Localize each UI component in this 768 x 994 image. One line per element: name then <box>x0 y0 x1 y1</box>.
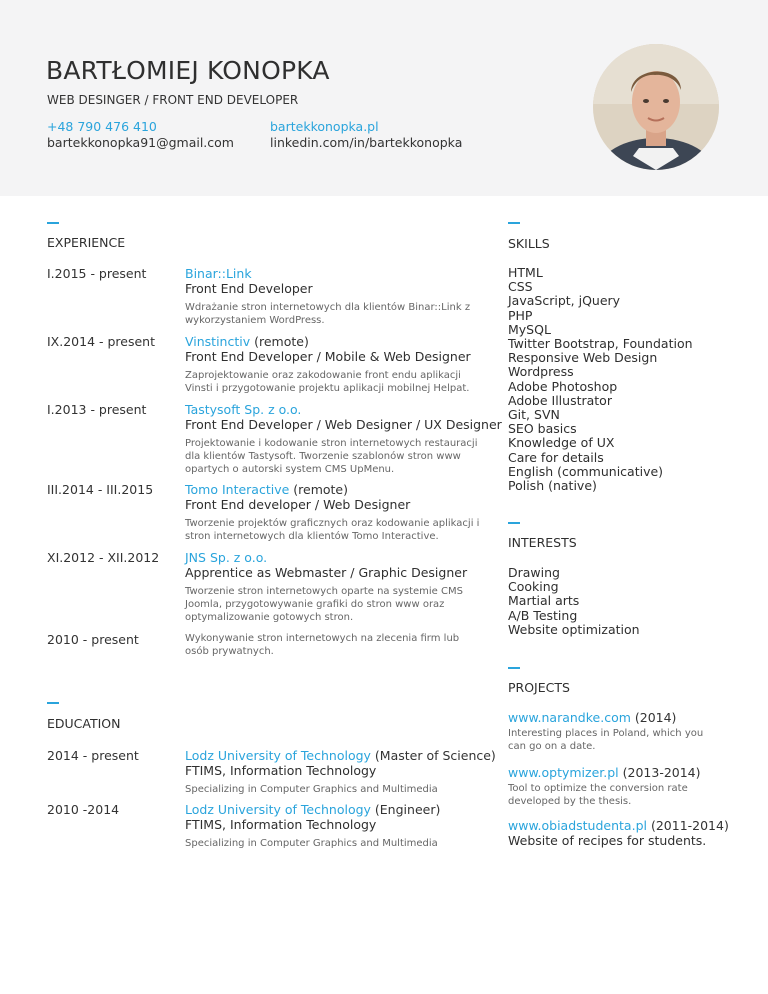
experience-date: I.2015 - present <box>47 266 147 281</box>
experience-entry <box>185 402 502 476</box>
linkedin-link[interactable]: linkedin.com/in/bartekkonopka <box>270 135 463 150</box>
interest-item: A/B Testing <box>508 607 578 623</box>
experience-date: 2010 - present <box>47 632 139 647</box>
skills-accent <box>508 222 520 224</box>
job-position: Front End Developer / Mobile & Web Designer <box>185 349 471 364</box>
portrait-icon <box>593 44 719 170</box>
company-link[interactable]: Vinstinctiv <box>185 334 251 349</box>
education-entry <box>185 748 496 796</box>
projects-title: PROJECTS <box>508 680 570 695</box>
experience-date: IX.2014 - present <box>47 334 156 349</box>
job-position: Front End Developer / Web Designer / UX Designer <box>185 417 502 432</box>
email-link[interactable]: bartekkonopka91@gmail.com <box>47 135 234 150</box>
project-link[interactable]: www.obiadstudenta.pl <box>508 818 647 833</box>
education-entry <box>185 802 485 850</box>
job-description: Wdrażanie stron internetowych dla klientów Binar::Link z wykorzystaniem WordPress. <box>185 302 471 326</box>
field-of-study: FTIMS, Information Technology <box>185 817 377 832</box>
avatar <box>593 44 719 170</box>
skill-item: Adobe Photoshop <box>508 378 618 394</box>
skill-item: JavaScript, jQuery <box>508 293 621 309</box>
phone-link[interactable]: +48 790 476 410 <box>47 119 157 134</box>
skills-list <box>508 266 693 493</box>
project-item <box>508 818 729 848</box>
project-item <box>508 765 723 808</box>
job-description: Projektowanie i kodowanie stron internetowych restauracji dla klientów Tastysoft. Tworzenie szablonów stron www opartych o autorski system CMS UpMenu. <box>185 438 478 475</box>
specialization: Specializing in Computer Graphics and Multimedia <box>185 784 438 795</box>
project-years: (2013-2014) <box>618 765 701 780</box>
job-position: Apprentice as Webmaster / Graphic Designer <box>185 565 468 580</box>
degree: (Engineer) <box>370 802 441 817</box>
specialization: Specializing in Computer Graphics and Multimedia <box>185 838 438 849</box>
skill-item: CSS <box>508 279 533 295</box>
experience-entry <box>185 482 485 543</box>
project-years: (2011-2014) <box>646 818 729 833</box>
job-position: Front End Developer <box>185 281 313 296</box>
skill-item: Polish (native) <box>508 478 597 494</box>
project-link[interactable]: www.narandke.com <box>508 710 631 725</box>
contact-left <box>47 119 234 151</box>
job-position: Front End developer / Web Designer <box>185 497 411 512</box>
company-link[interactable]: Tomo Interactive <box>185 482 290 497</box>
company-suffix: (remote) <box>250 334 309 349</box>
experience-date: III.2014 - III.2015 <box>47 482 154 497</box>
skill-item: Adobe Illustrator <box>508 392 612 408</box>
education-date: 2014 - present <box>47 748 139 763</box>
skills-title: SKILLS <box>508 236 550 251</box>
education-date: 2010 -2014 <box>47 802 120 817</box>
project-link[interactable]: www.optymizer.pl <box>508 765 619 780</box>
interest-item: Martial arts <box>508 593 580 609</box>
experience-entry <box>185 266 485 327</box>
company-suffix: (remote) <box>289 482 348 497</box>
education-title: EDUCATION <box>47 716 121 731</box>
experience-entry <box>185 627 485 658</box>
skill-item: MySQL <box>508 321 551 337</box>
skill-item: Git, SVN <box>508 407 560 423</box>
school-link[interactable]: Lodz University of Technology <box>185 748 371 763</box>
skill-item: Twitter Bootstrap, Foundation <box>508 336 693 352</box>
experience-title: EXPERIENCE <box>47 235 126 250</box>
skill-item: Responsive Web Design <box>508 350 658 366</box>
skill-item: SEO basics <box>508 421 577 437</box>
interests-accent <box>508 522 520 524</box>
candidate-role: WEB DESINGER / FRONT END DEVELOPER <box>47 93 299 107</box>
projects-accent <box>508 667 520 669</box>
company-link[interactable]: Tastysoft Sp. z o.o. <box>185 402 302 417</box>
interest-item: Cooking <box>508 579 559 595</box>
education-accent <box>47 702 59 704</box>
interest-item: Drawing <box>508 565 560 580</box>
experience-date: I.2013 - present <box>47 402 147 417</box>
skill-item: English (communicative) <box>508 463 664 479</box>
website-link[interactable]: bartekkonopka.pl <box>270 119 379 134</box>
job-description: Tworzenie projektów graficznych oraz kodowanie aplikacji i stron internetowych dla klientów Tomo Interactive. <box>185 518 480 542</box>
header <box>0 0 768 196</box>
skill-item: PHP <box>508 307 533 323</box>
skill-item: Knowledge of UX <box>508 435 615 451</box>
experience-entry <box>185 550 485 624</box>
experience-date: XI.2012 - XII.2012 <box>47 550 160 565</box>
skill-item: Wordpress <box>508 364 574 380</box>
project-item <box>508 710 723 753</box>
company-link[interactable]: JNS Sp. z o.o. <box>185 550 268 565</box>
job-description: Zaprojektowanie oraz zakodowanie front endu aplikacji Vinsti i przygotowanie projektu aplikacji mobilnej Helpat. <box>185 370 470 394</box>
skill-item: Care for details <box>508 449 604 465</box>
experience-accent <box>47 222 59 224</box>
project-description: Website of recipes for students. <box>508 833 707 848</box>
project-description: Tool to optimize the conversion rate developed by the thesis. <box>508 783 688 807</box>
interests-list <box>508 566 640 637</box>
school-link[interactable]: Lodz University of Technology <box>185 802 371 817</box>
interest-item: Website optimization <box>508 621 640 637</box>
degree: (Master of Science) <box>370 748 496 763</box>
field-of-study: FTIMS, Information Technology <box>185 763 377 778</box>
contact-right <box>270 119 462 151</box>
job-description: Tworzenie stron internetowych oparte na systemie CMS Joomla, przygotowywanie grafiki do stron www oraz optymalizowanie gotowych stron. <box>185 586 463 623</box>
candidate-name: BARTŁOMIEJ KONOPKA <box>46 56 330 85</box>
interests-title: INTERESTS <box>508 535 577 550</box>
skill-item: HTML <box>508 265 543 280</box>
project-years: (2014) <box>630 710 677 725</box>
experience-entry <box>185 334 485 395</box>
project-description: Interesting places in Poland, which you can go on a date. <box>508 728 704 752</box>
job-description: Wykonywanie stron internetowych na zlecenia firm lub osób prywatnych. <box>185 633 460 657</box>
company-link[interactable]: Binar::Link <box>185 266 252 281</box>
